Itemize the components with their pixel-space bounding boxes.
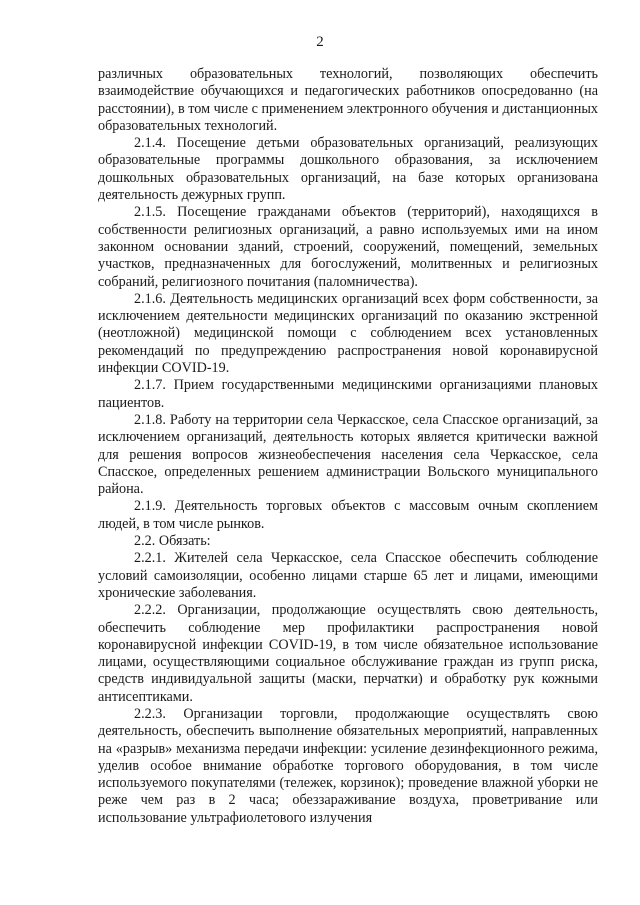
paragraph-2-1-4: 2.1.4. Посещение детьми образовательных организаций, реализующих образовательные программы дошкольного образования, за исключением дошкольных образовательных организаций, на базе которых организована деятельность дежурных групп.	[98, 135, 598, 204]
paragraph-2-1-6: 2.1.6. Деятельность медицинских организаций всех форм собственности, за исключением деятельности медицинских организаций по оказанию экстренной (неотложной) медицинской помощи с соблюдением всех установленных рекомендаций по предупреждению распространения новой коронавирусной инфекции COVID-19.	[98, 290, 598, 377]
paragraph-2-1-5: 2.1.5. Посещение гражданами объектов (территорий), находящихся в собственности религиозных организаций, а равно используемых ими на ином законном основании зданий, строений, сооружений, помещений, земельных участков, предназначенных для богослужений, молитвенных и религиозных собраний, религиозного почитания (паломничества).	[98, 204, 598, 290]
page-number: 2	[316, 34, 324, 50]
paragraph-2-2-1: 2.2.1. Жителей села Черкасское, села Спасское обеспечить соблюдение условий самоизоляции, особенно лицами старше 65 лет и лицами, имеющими хронические заболевания.	[98, 550, 598, 601]
paragraph-2-1-9: 2.1.9. Деятельность торговых объектов с массовым очным скоплением людей, в том числе рынков.	[98, 498, 598, 532]
paragraph-2-1-8: 2.1.8. Работу на территории села Черкасское, села Спасское организаций, за исключением организаций, деятельность которых является критически важной для решения вопросов жизнеобеспечения населения села Черкасское, села Спасское, определенных решением администрации Вольского муниципального района.	[98, 411, 598, 498]
paragraph-continuation: различных образовательных технологий, позволяющих обеспечить взаимодействие обучающихся и педагогических работников опосредованно (на расстоянии), в том числе с применением электронного обучения и дистанционных образовательных технологий.	[98, 66, 598, 134]
paragraph-2-2: 2.2. Обязать:	[134, 533, 211, 550]
document-body	[98, 66, 598, 827]
paragraph-2-1-7: 2.1.7. Прием государственными медицинскими организациями плановых пациентов.	[98, 377, 598, 411]
paragraph-2-2-3: 2.2.3. Организации торговли, продолжающие осуществлять свою деятельность, обеспечить выполнение обязательных мероприятий, направленных на «разрыв» механизма передачи инфекции: усиление дезинфекционного режима, уделив особое внимание обработке торгового оборудования, в том числе используемого покупателями (тележек, корзинок); проведение влажной уборки не реже чем раз в 2 часа; обеззараживание воздуха, проветривание или использование ультрафиолетового излучения	[98, 705, 598, 826]
paragraph-2-2-2: 2.2.2. Организации, продолжающие осуществлять свою деятельность, обеспечить соблюдение мер профилактики распространения новой коронавирусной инфекции COVID-19, в том числе обязательное использование лицами, осуществляющими социальное обслуживание граждан из групп риска, средств индивидуальной защиты (маски, перчатки) и обработку рук кожными антисептиками.	[98, 602, 598, 705]
